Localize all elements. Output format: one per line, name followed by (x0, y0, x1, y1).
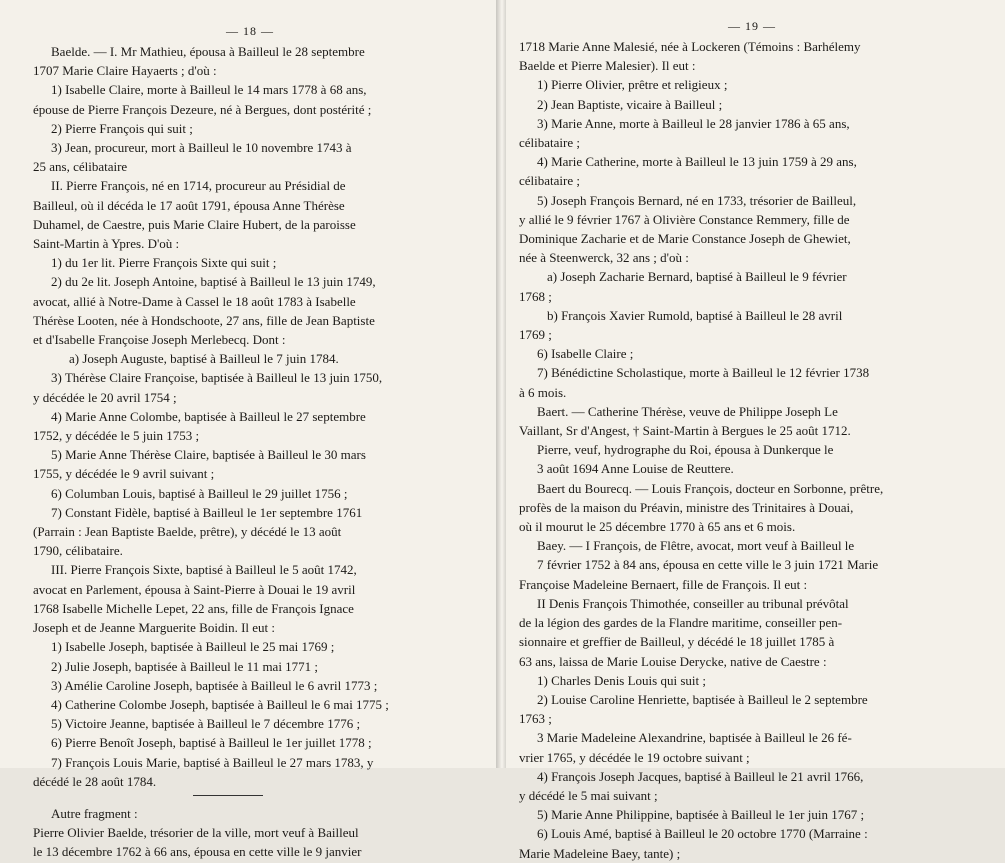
text-line: 1) Isabelle Claire, morte à Bailleul le 14 mars 1778 à 68 ans, (51, 82, 367, 98)
text-line: Pierre Olivier Baelde, trésorier de la ville, mort veuf à Bailleul (33, 825, 359, 841)
text-line: 3) Marie Anne, morte à Bailleul le 28 janvier 1786 à 65 ans, (537, 115, 850, 131)
text-line: Baert. — Catherine Thérèse, veuve de Philippe Joseph Le (537, 403, 838, 419)
text-line: où il mourut le 25 décembre 1770 à 65 ans et 6 mois. (519, 519, 796, 535)
text-line: Baert du Bourecq. — Louis François, docteur en Sorbonne, prêtre, (537, 480, 884, 496)
text-line: célibataire ; (519, 173, 580, 189)
page-number: — 18 — (226, 24, 274, 38)
text-line: profès de la maison du Préavin, ministre des Trinitaires à Douai, (519, 499, 854, 515)
text-line: Baey. — I François, de Flêtre, avocat, mort veuf à Bailleul le (537, 538, 855, 554)
text-line: Baelde et Pierre Malesier). Il eut : (519, 58, 696, 74)
text-line: y décédé le 5 mai suivant ; (519, 787, 658, 803)
text-line: a) Joseph Auguste, baptisé à Bailleul le 7 juin 1784. (69, 351, 339, 367)
text-line: Saint-Martin à Ypres. D'où : (33, 236, 180, 252)
text-line: II. Pierre François, né en 1714, procureur au Présidial de (51, 178, 346, 194)
text-line: 2) Jean Baptiste, vicaire à Bailleul ; (537, 96, 723, 112)
section-divider (193, 795, 263, 796)
text-line: Bailleul, où il décéda le 17 août 1791, épousa Anne Thérèse (33, 197, 345, 213)
text-line: 1707 Marie Claire Hayaerts ; d'où : (33, 63, 217, 79)
page-text (33, 42, 467, 862)
text-line: 2) Louise Caroline Henriette, baptisée à Bailleul le 2 septembre (537, 691, 868, 707)
text-line: Françoise Madeleine Bernaert, fille de François. Il eut : (519, 576, 808, 592)
text-line: 5) Victoire Jeanne, baptisée à Bailleul le 7 décembre 1776 ; (51, 716, 361, 732)
text-line: III. Pierre François Sixte, baptisé à Bailleul le 5 août 1742, (51, 562, 357, 578)
text-line: 1768 Isabelle Michelle Lepet, 22 ans, fille de François Ignace (33, 600, 354, 616)
page-18 (0, 0, 497, 860)
text-line: Pierre, veuf, hydrographe du Roi, épousa à Dunkerque le (537, 442, 834, 458)
text-line: 7) Bénédictine Scholastique, morte à Bailleul le 12 février 1738 (537, 365, 870, 381)
text-line: 5) Marie Anne Thérèse Claire, baptisée à Bailleul le 30 mars (51, 447, 366, 463)
text-line: 6) Louis Amé, baptisé à Bailleul le 20 octobre 1770 (Marraine : (537, 826, 868, 842)
text-line: 2) du 2e lit. Joseph Antoine, baptisé à Bailleul le 13 juin 1749, (51, 274, 376, 290)
text-line: 25 ans, célibataire (33, 159, 128, 175)
text-line: 7) François Louis Marie, baptisé à Bailleul le 27 mars 1783, y (51, 754, 374, 770)
text-line: 5) Marie Anne Philippine, baptisée à Bailleul le 1er juin 1767 ; (537, 807, 865, 823)
text-line: 7) Constant Fidèle, baptisé à Bailleul le 1er septembre 1761 (51, 504, 363, 520)
page-text (519, 37, 985, 863)
text-line: célibataire ; (519, 135, 580, 151)
book-gutter (496, 0, 506, 768)
text-line: Vaillant, Sr d'Angest, † Saint-Martin à Bergues le 25 août 1712. (519, 423, 851, 439)
text-line: 7 février 1752 à 84 ans, épousa en cette ville le 3 juin 1721 Marie (537, 557, 879, 573)
text-line: y allié le 9 février 1767 à Olivière Constance Remmery, fille de (519, 211, 850, 227)
text-line: sionnaire et greffier de Bailleul, y décédé le 18 juillet 1785 à (519, 634, 835, 650)
text-line: Duhamel, de Caestre, puis Marie Claire Hubert, de la paroisse (33, 216, 356, 232)
text-line: 6) Columban Louis, baptisé à Bailleul le 29 juillet 1756 ; (51, 485, 348, 501)
text-line: 1) Charles Denis Louis qui suit ; (537, 672, 706, 688)
text-line: Thérèse Looten, née à Hondschoote, 27 ans, fille de Jean Baptiste (33, 312, 375, 328)
text-line: Dominique Zacharie et de Marie Constance Joseph de Ghewiet, (519, 231, 851, 247)
text-line: b) François Xavier Rumold, baptisé à Bailleul le 28 avril (547, 307, 843, 323)
text-line: vrier 1765, y décédée le 19 octobre suivant ; (519, 749, 750, 765)
text-line: le 13 décembre 1762 à 66 ans, épousa en cette ville le 9 janvier (33, 844, 362, 860)
text-line: avocat, allié à Notre-Dame à Cassel le 18 août 1783 à Isabelle (33, 293, 356, 309)
text-line: II Denis François Thimothée, conseiller au tribunal prévôtal (537, 595, 849, 611)
text-line: avocat en Parlement, épousa à Saint-Pierre à Douai le 19 avril (33, 581, 356, 597)
text-line: 1768 ; (519, 288, 552, 304)
text-line: 1) Isabelle Joseph, baptisée à Bailleul le 25 mai 1769 ; (51, 639, 335, 655)
text-line: 3) Jean, procureur, mort à Bailleul le 10 novembre 1743 à (51, 140, 352, 156)
text-line: 63 ans, laissa de Marie Louise Derycke, native de Caestre : (519, 653, 827, 669)
text-line: 5) Joseph François Bernard, né en 1733, trésorier de Bailleul, (537, 192, 857, 208)
text-line: 4) Marie Catherine, morte à Bailleul le 13 juin 1759 à 29 ans, (537, 154, 857, 170)
text-line: (Parrain : Jean Baptiste Baelde, prêtre), y décédé le 13 août (33, 524, 342, 540)
text-line: 3) Thérèse Claire Françoise, baptisée à Bailleul le 13 juin 1750, (51, 370, 383, 386)
text-line: Baelde. — I. Mr Mathieu, épousa à Bailleul le 28 septembre (51, 44, 365, 59)
text-line: 1) Pierre Olivier, prêtre et religieux ; (537, 77, 728, 93)
text-line: 1769 ; (519, 327, 552, 343)
text-line: 1763 ; (519, 711, 552, 727)
text-line: Marie Madeleine Baey, tante) ; (519, 845, 681, 861)
text-line: 4) François Joseph Jacques, baptisé à Bailleul le 21 avril 1766, (537, 768, 864, 784)
text-line: 4) Marie Anne Colombe, baptisée à Bailleul le 27 septembre (51, 408, 366, 424)
page-number: — 19 — (728, 19, 776, 33)
text-line: décédé le 28 août 1784. (33, 773, 157, 789)
text-line: de la légion des gardes de la Flandre maritime, conseiller pen- (519, 615, 843, 631)
text-line: Joseph et de Jeanne Marguerite Boidin. Il eut : (33, 620, 276, 636)
text-line: 4) Catherine Colombe Joseph, baptisée à Bailleul le 6 mai 1775 ; (51, 696, 389, 712)
text-line: née à Steenwerck, 32 ans ; d'où : (519, 250, 689, 266)
text-line: épouse de Pierre François Dezeure, né à Bergues, dont postérité ; (33, 101, 372, 117)
text-line: 3 Marie Madeleine Alexandrine, baptisée à Bailleul le 26 fé- (537, 730, 852, 746)
text-line: 1752, y décédée le 5 juin 1753 ; (33, 428, 200, 444)
text-line: 1755, y décédée le 9 avril suivant ; (33, 466, 215, 482)
text-line: Autre fragment : (51, 805, 138, 821)
text-line: y décédée le 20 avril 1754 ; (33, 389, 177, 405)
text-line: a) Joseph Zacharie Bernard, baptisé à Bailleul le 9 février (547, 269, 847, 285)
text-line: 2) Julie Joseph, baptisée à Bailleul le 11 mai 1771 ; (51, 658, 319, 674)
text-line: 6) Pierre Benoît Joseph, baptisé à Bailleul le 1er juillet 1778 ; (51, 735, 372, 751)
text-line: à 6 mois. (519, 384, 567, 400)
text-line: et d'Isabelle Françoise Joseph Merlebecq. Dont : (33, 332, 286, 348)
text-line: 6) Isabelle Claire ; (537, 346, 634, 362)
text-line: 2) Pierre François qui suit ; (51, 120, 193, 136)
text-line: 1718 Marie Anne Malesié, née à Lockeren (Témoins : Barhélemy (519, 39, 861, 54)
text-line: 1) du 1er lit. Pierre François Sixte qui suit ; (51, 255, 277, 271)
text-line: 1790, célibataire. (33, 543, 123, 559)
text-line: 3) Amélie Caroline Joseph, baptisée à Bailleul le 6 avril 1773 ; (51, 677, 378, 693)
text-line: 3 août 1694 Anne Louise de Reuttere. (537, 461, 734, 477)
page-19 (497, 0, 1005, 861)
